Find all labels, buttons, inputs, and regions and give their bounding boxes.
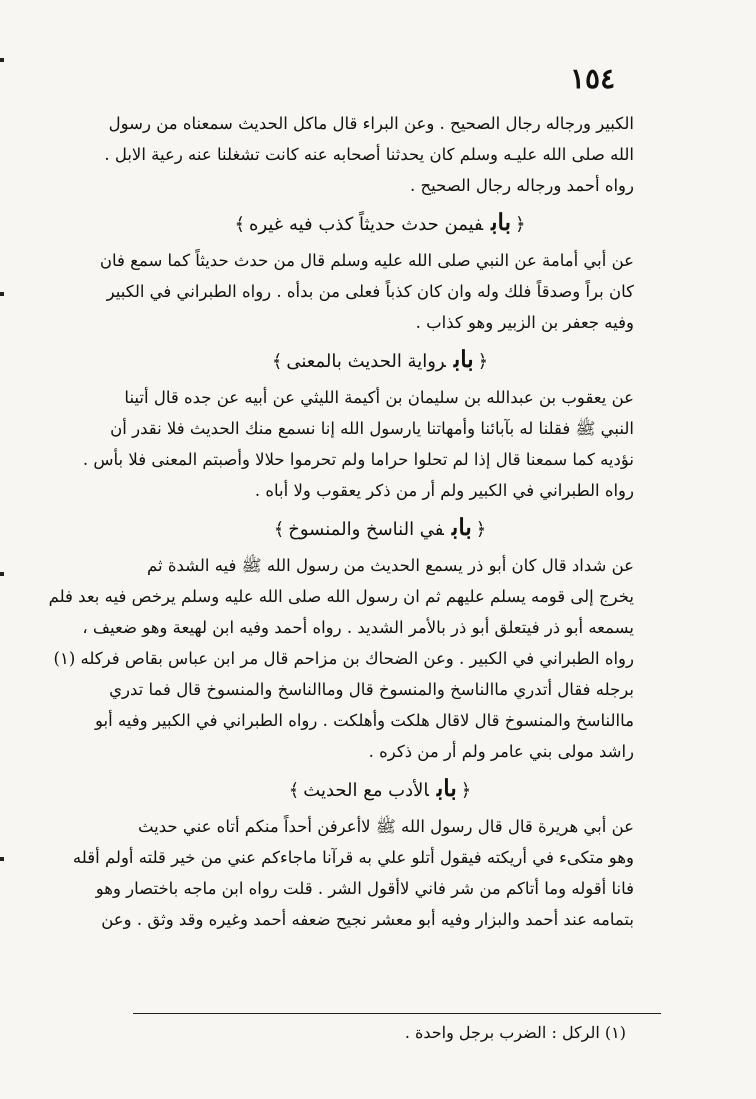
text-line: عن شداد قال كان أبو ذر يسمع الحديث من رسول الله ﷺ فيه الشدة ثم (147, 556, 634, 575)
text-line: عن يعقوب بن عبدالله بن سليمان بن أكيمة الليثي عن أبيه عن جده قال أتينا (124, 388, 634, 407)
chapter-title: الأدب مع الحديث (303, 780, 429, 801)
scan-edge-mark (0, 292, 4, 296)
text-line: وهو متكىء في أريكته فيقول أتلو علي به قرآنا ماجاءكم عني من خير قلته أولم أقله (72, 848, 634, 867)
chapter-title: فيمن حدث حديثاً كذب فيه غيره (249, 214, 484, 235)
chapter-label: باب (436, 775, 457, 802)
text-line: عن أبي أمامة عن النبي صلى الله عليه وسلم قال من حدث حديثاً كما سمع فان (99, 251, 634, 270)
text-line: نؤديه كما سمعنا قال إذا لم تحلوا حراما ولم تحرموا حلالا وأصبتم المعنى فلا بأس . (82, 450, 634, 469)
scan-edge-mark (0, 857, 4, 861)
text-line: ماالناسخ والمنسوخ قال لاقال هلكت وأهلكت . رواه الطبراني في الكبير وفيه أبو (95, 711, 634, 730)
ornamental-bracket: ﴿ (460, 780, 472, 801)
ornamental-bracket: ﴾ (273, 519, 285, 540)
chapter-label: باب (451, 514, 472, 541)
page-body (48, 108, 634, 935)
chapter-label: باب (491, 209, 511, 236)
chapter-title: في الناسخ والمنسوخ (288, 519, 444, 540)
chapter-heading (126, 201, 634, 245)
ornamental-bracket: ﴿ (477, 351, 489, 372)
text-line: برجله فقال أتدري ماالناسخ والمنسوخ قال وماالناسخ والمنسوخ قال فما تدري (109, 680, 634, 699)
text-line: رواه أحمد ورجاله رجال الصحيح . (409, 176, 634, 195)
text-line: يسمعه أبو ذر فيتعلق أبو ذر بالأمر الشديد . رواه أحمد وفيه ابن لهيعة وهو ضعيف ، (82, 618, 634, 637)
ornamental-bracket: ﴾ (288, 780, 300, 801)
chapter-title: رواية الحديث بالمعنى (286, 351, 446, 372)
text-line: فانا أقوله وما أتاكم من شر فاني لاأقول الشر . قلت رواه ابن ماجه باختصار وهو (95, 879, 634, 898)
text-line: كان براً وصدقاً فلك وله وان كان كذباً فعلى من بدأه . رواه الطبراني في الكبير (106, 282, 634, 301)
footnote: (١) الركل : الضرب برجل واحدة . (404, 1023, 626, 1042)
text-line: النبي ﷺ فقلنا له بآبائنا وأمهاتنا يارسول الله إنا نسمع منك الحديث فلا نقدر أن (110, 419, 634, 438)
scan-edge-mark (0, 572, 4, 576)
text-line: وفيه جعفر بن الزبير وهو كذاب . (415, 313, 634, 332)
text-line: رواه الطبراني في الكبير ولم أر من ذكر يعقوب ولا أباه . (254, 481, 634, 500)
text-line: بتمامه عند أحمد والبزار وفيه أبو معشر نجيح ضعفه أحمد وغيره وقد وثق . وعن (101, 910, 634, 929)
text-line: يخرج إلى قومه يسلم عليهم ثم ان رسول الله صلى الله عليه وسلم يرخص فيه بعد فلم (48, 587, 634, 606)
chapter-heading (126, 767, 634, 811)
chapter-heading (126, 506, 634, 550)
text-line: عن أبي هريرة قال قال رسول الله ﷺ لاأعرفن أحداً منكم أتاه عني حديث (137, 817, 634, 836)
text-line: الله صلى الله عليـه وسلم كان يحدثنا أصحابه عنه كانت تشغلنا عنه رعية الابل . (104, 145, 634, 164)
ornamental-bracket: ﴿ (514, 214, 526, 235)
scan-edge-mark (0, 58, 4, 62)
ornamental-bracket: ﴾ (234, 214, 246, 235)
text-line: رواه الطبراني في الكبير . وعن الضحاك بن مزاحم قال مر ابن عباس بقاص فركله (١) (53, 649, 634, 668)
text-line: الكبير ورجاله رجال الصحيح . وعن البراء قال ماكل الحديث سمعناه من رسول (108, 114, 634, 133)
text-line: راشد مولى بني عامر ولم أر من ذكره . (368, 742, 634, 761)
page-number: ١٥٤ (570, 62, 616, 95)
chapter-heading (126, 338, 634, 382)
footnote-divider (133, 1013, 661, 1014)
ornamental-bracket: ﴿ (475, 519, 487, 540)
ornamental-bracket: ﴾ (271, 351, 283, 372)
chapter-label: باب (453, 346, 474, 373)
